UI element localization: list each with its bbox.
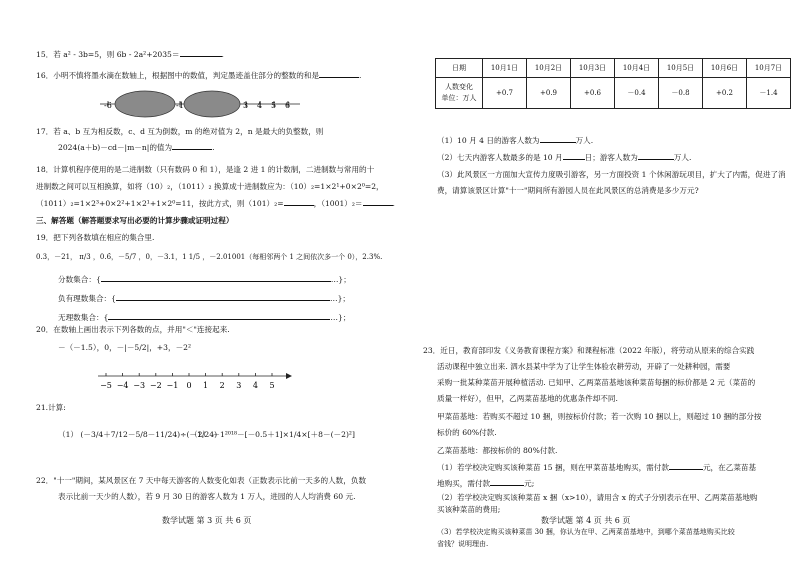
set-blank — [108, 319, 330, 320]
table-date-cell: 10月3日 — [571, 59, 615, 78]
page-footer-3: 数学试题 第 3 页 共 6 页 — [162, 516, 252, 525]
table-value-cell: +0.6 — [571, 78, 615, 109]
table-row — [436, 78, 791, 109]
q15-text: 15．若 a² - 3b=5，则 6b - 2a²+2035＝ — [36, 50, 180, 59]
q17-blank — [172, 149, 212, 150]
q22-p1-text: （1）10 月 4 日的游客人数为 — [437, 136, 540, 145]
q23-part3-line1: （3）若学校决定购买该种菜苗 30 捆，你认为在甲、乙两菜苗基地中，到哪个菜苗基地购买比较 — [437, 528, 735, 536]
q22-part2 — [437, 153, 691, 162]
q18-mid: ，（1001）₂＝ — [313, 199, 363, 208]
q22-part1 — [437, 136, 593, 145]
q18-line1: 18．计算机程序使用的是二进制数（只有数码 0 和 1），是逢 2 进 1 的计数制，二进制数与常用的十 — [36, 165, 375, 174]
q23-p1-blank-1 — [669, 469, 703, 470]
q23-line: 乙菜苗基地：都按标价的 80%付款. — [437, 446, 558, 455]
table-value-cell: －1.4 — [747, 78, 791, 109]
q21-part1: （1） (－3/4＋7/12－5/8－11/24)÷(－1/24) — [58, 430, 218, 439]
ink-axis-label: 3 — [243, 101, 249, 110]
table-date-cell: 10月6日 — [703, 59, 747, 78]
q18-line3-text: （1011）₂=1×2³+0×2²+1×2¹+1×2⁰=11，按此方式，则（101）₂= — [36, 199, 284, 208]
table-date-cell: 10月1日 — [483, 59, 527, 78]
axis-tick-label: 4 — [252, 381, 258, 390]
set-label: 负有理数集合：{ — [58, 294, 116, 303]
q17-tail: . — [212, 143, 215, 152]
q22-line1: 22．"十一"期间，某风景区在 7 天中每天游客的人数变化如表（正数表示比前一天多的人数，负数 — [36, 476, 367, 485]
q19-set-fraction — [58, 275, 351, 284]
q17-line1: 17．若 a、b 互为相反数，c、d 互为倒数，m 的绝对值为 2，n 是最大的负整数，则 — [36, 127, 324, 136]
axis-tick-label: −2 — [149, 381, 162, 390]
q22-p2-blank-1 — [563, 159, 585, 160]
q23-p1-mid: 元，在乙菜苗基 — [702, 463, 757, 472]
q19-numbers: 0.3，－21， π/3 ，0.6̇，－5/7 ，0，－3.1，1 1/5 ，－2.01001（每相邻两个 1 之间依次多一个 0），2.3%. — [36, 253, 383, 261]
q22-p2-tail: 万人. — [673, 153, 692, 162]
ink-axis-label: -6 — [104, 101, 112, 110]
table-value-cell: +0.9 — [527, 78, 571, 109]
set-end: …}； — [330, 313, 351, 322]
q22-part3-line2: 费，请算该景区计算"十一"期间所有游园人员在此风景区的总消费是多少万元? — [437, 186, 699, 195]
q23-line: 23．近日，教育部印发《义务教育课程方案》和课程标准（2022 年版），将劳动从原来的综合实践 — [423, 346, 755, 355]
axis-tick-label: 1 — [203, 381, 209, 390]
q23-part3-line2: 省钱？说明理由. — [437, 540, 489, 548]
q23-p1-text2: 地购买，需付款 — [437, 479, 491, 488]
q21-intro: 21.计算: — [36, 403, 66, 412]
q23-part2-line1: （2）若学校决定购买该种菜苗 x 捆（x>10），请用含 x 的式子分别表示在甲、乙两菜苗基地购 — [437, 493, 758, 502]
row-label-line2: 单位：万人 — [441, 94, 477, 102]
question-18-line3 — [36, 199, 395, 208]
set-blank — [116, 300, 330, 301]
q19-intro: 19．把下列各数填在相应的集合里. — [36, 233, 155, 242]
question-16 — [36, 71, 361, 80]
right-page — [397, 0, 794, 562]
q20-number-line — [98, 366, 298, 396]
axis-tick-label: −1 — [166, 381, 179, 390]
table-value-cell: －0.8 — [659, 78, 703, 109]
axis-tick-label: 3 — [236, 381, 242, 390]
arrow-head-icon — [286, 373, 292, 379]
q18-blank-1 — [284, 205, 314, 206]
section-3-heading: 三、解答题（解答题要求写出必要的计算步骤或证明过程） — [36, 216, 234, 225]
axis-tick-label: 5 — [269, 381, 275, 390]
ink-axis-label: -1 — [176, 101, 184, 110]
table-date-cell: 10月5日 — [659, 59, 703, 78]
q23-part1-line2 — [437, 479, 534, 488]
table-header-cell: 日期 — [436, 59, 483, 78]
q23-part2-line2: 买该种菜苗的费用; — [437, 505, 501, 514]
q23-line: 标价的 60%付款. — [437, 428, 497, 437]
set-end: …}； — [330, 294, 351, 303]
q19-set-irrational — [58, 313, 350, 322]
q23-line: 质量一样好），但甲，乙两菜苗基地的优惠条件却不同. — [437, 394, 618, 403]
table-date-cell: 10月7日 — [747, 59, 791, 78]
axis-tick-label: −3 — [133, 381, 146, 390]
q17-line2-text: 2024(a＋b)－cd－|m－n|的值为 — [58, 143, 173, 152]
set-label: 分数集合：{ — [58, 275, 101, 284]
table-header-row — [436, 59, 791, 78]
table-value-cell: －0.4 — [615, 78, 659, 109]
q16-text: 16．小明不慎将墨水滴在数轴上，根据图中的数值，判定墨迹盖住部分的整数的和是 — [36, 71, 320, 80]
set-blank — [101, 281, 331, 282]
table-date-cell: 10月4日 — [615, 59, 659, 78]
table-value-cell: +0.7 — [483, 78, 527, 109]
q19-set-neg-rational — [58, 294, 350, 303]
q23-line: 甲菜苗基地：若购买不超过 10 捆，则按标价付款；若一次购 10 捆以上，则超过 10 捆的部分按 — [437, 412, 762, 421]
q21-part2: （2） －1²⁰¹⁸－[－0.5＋1]×1/4×[＋8－(－2)²] — [190, 430, 355, 439]
table-value-cell: +0.2 — [703, 78, 747, 109]
q22-part3-line1: （3）此风景区一方面加大宣传力度吸引游客，另一方面投资 1 个休闲游玩项目，扩大了内需，促进了消 — [437, 170, 786, 179]
q23-part1-line1 — [437, 463, 756, 472]
q20-numbers: －（－1.5），0，－|－5/2|，+3，－2² — [58, 343, 192, 352]
q18-tail: . — [392, 199, 395, 208]
set-label: 无理数集合：{ — [58, 313, 109, 322]
q16-blank — [319, 77, 359, 78]
q15-blank — [180, 56, 222, 57]
question-17-line2 — [58, 143, 215, 152]
set-end: …}； — [330, 275, 351, 284]
visitor-change-table — [435, 58, 791, 109]
q23-p1-tail: 元; — [524, 479, 535, 488]
q23-p1-blank-2 — [490, 485, 524, 486]
q23-line: 采购一批某种菜苗开展种植活动. 已知甲、乙两菜苗基地该种菜苗每捆的标价都是 2 元（菜苗的 — [437, 378, 756, 387]
ink-axis-label: 5 — [271, 101, 277, 110]
q18-blank-2 — [363, 205, 393, 206]
q23-line: 活动课程中独立出来. 泗水县某中学为了让学生体验农耕劳动，开辟了一处耕种园，需要 — [437, 362, 731, 371]
row-label-line1: 人数变化 — [445, 82, 473, 91]
q16-tail: . — [359, 71, 362, 80]
axis-tick-label: 2 — [219, 381, 225, 390]
ink-blot-right — [184, 91, 240, 117]
q22-p1-tail: 万人. — [575, 136, 594, 145]
question-15 — [36, 50, 224, 59]
q22-p1-blank — [540, 142, 576, 143]
table-date-cell: 10月2日 — [527, 59, 571, 78]
q18-line2: 进制数之间可以互相换算，如将（10）₂，（1011）₂ 换算成十进制数应为：（10）₂=1×2¹+0×2⁰=2， — [36, 182, 384, 191]
ink-axis-label: 4 — [257, 101, 263, 110]
page-footer-4: 数学试题 第 4 页 共 6 页 — [541, 516, 631, 525]
ink-axis-label: 6 — [285, 101, 291, 110]
q22-line2: 表示比前一天少的人数），若 9 月 30 日的游客人数为 1 万人，进园的人人均消费 60 元. — [58, 492, 356, 501]
q20-intro: 20．在数轴上画出表示下列各数的点，并用"＜"连接起来. — [36, 325, 230, 334]
q23-p1-text: （1）若学校决定购买该种菜苗 15 捆，则在甲菜苗基地购买，需付款 — [437, 463, 669, 472]
axis-tick-label: 0 — [186, 381, 192, 390]
q22-p2-text: （2）七天内游客人数最多的是 10 月 — [437, 153, 563, 162]
ink-blot-left — [115, 91, 175, 117]
q15-tail: . — [221, 50, 224, 59]
axis-tick-label: −4 — [116, 381, 129, 390]
q22-p2-blank-2 — [638, 159, 674, 160]
q22-p2-mid: 日；游客人数为 — [584, 153, 638, 162]
axis-tick-label: −5 — [100, 381, 112, 390]
ink-number-line — [100, 88, 340, 128]
table-row-label — [436, 78, 483, 109]
